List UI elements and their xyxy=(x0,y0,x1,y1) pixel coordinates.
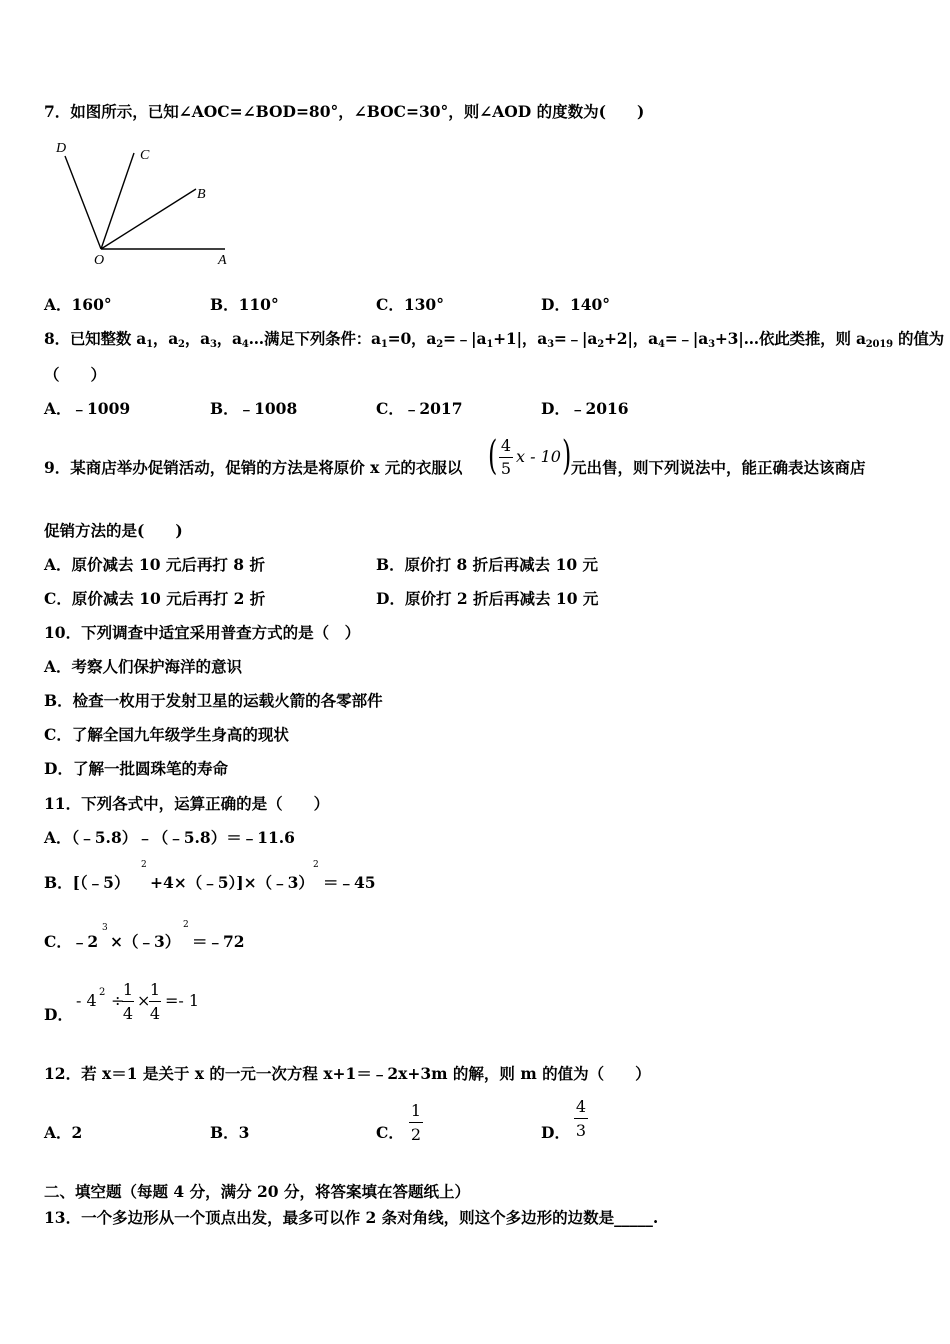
q11-option-d-expression: - 4 2 ÷ 1 4 × 1 4 =- 1 xyxy=(76,980,200,1023)
q7-text: 7．如图所示，已知∠AOC=∠BOD=80°，∠BOC=30°，则∠AOD 的度数为( ) xyxy=(44,102,645,121)
q7-option-c: C．130° xyxy=(376,295,444,314)
q13-text: 13．一个多边形从一个顶点出发，最多可以作 2 条对角线，则这个多边形的边数是_____. xyxy=(44,1208,659,1227)
label-d: D xyxy=(56,141,67,156)
ray-od xyxy=(65,156,101,249)
label-b: B xyxy=(197,187,206,202)
q7-option-a: A．160° xyxy=(44,295,112,314)
section-2-title: 二、填空题（每题 4 分，满分 20 分，将答案填在答题纸上） xyxy=(44,1182,470,1201)
q12-option-d-label: D． xyxy=(541,1123,570,1142)
q9-option-a: A．原价减去 10 元后再打 8 折 xyxy=(44,555,265,574)
q11-option-d-label: D． xyxy=(44,1005,73,1024)
q8-paren: （ ） xyxy=(44,365,107,384)
label-o: O xyxy=(94,253,105,268)
q11-option-a: A．（﹣5.8）﹣（﹣5.8）＝﹣11.6 xyxy=(44,828,295,847)
q10-option-b: B．检查一枚用于发射卫星的运载火箭的各零部件 xyxy=(44,691,383,710)
q9-text-line2: 促销方法的是( ) xyxy=(44,521,183,540)
q8-text: 8．已知整数 $a_1$，$a_2$，$a_3$，$a_4\dots$满足下列条件：$a_1=0$，$a_2=﹣|a_1+1|$，$a_3=﹣|a_2+2|$，$a_4=﹣|a_3+3|\dots$依此类推，则 $a_{2019}$ 的值为 xyxy=(44,329,944,350)
q10-text: 10．下列调查中适宜采用普查方式的是（ ） xyxy=(44,623,361,642)
q8-option-c: C．﹣2017 xyxy=(376,399,463,418)
ray-ob xyxy=(101,189,196,249)
q11-text: 11．下列各式中，运算正确的是（ ） xyxy=(44,794,330,813)
ray-oc xyxy=(101,153,134,249)
label-a: A xyxy=(218,253,227,268)
q9-expression: ( 4 5 x - 10 ) xyxy=(488,433,572,479)
q9-option-c: C．原价减去 10 元后再打 2 折 xyxy=(44,589,266,608)
q12-option-c-fraction: 1 2 xyxy=(410,1101,422,1144)
q11-option-c-part1: C．﹣2 xyxy=(44,932,99,951)
q10-option-c: C．了解全国九年级学生身高的现状 xyxy=(44,725,289,744)
q12-option-a: A．2 xyxy=(44,1123,83,1142)
q11-option-c-part3: ＝﹣72 xyxy=(192,932,245,951)
q12-text: 12．若 x＝1 是关于 x 的一元一次方程 x+1＝﹣2x+3m 的解，则 m 的值为（ ） xyxy=(44,1064,651,1083)
q11-option-b-part2: +4×（﹣5）]×（﹣3） xyxy=(150,873,314,892)
q12-option-d-fraction: 4 3 xyxy=(575,1097,587,1140)
q8-option-a: A．﹣1009 xyxy=(44,399,131,418)
label-c: C xyxy=(140,148,150,163)
q7-option-d: D．140° xyxy=(541,295,611,314)
q9-option-d: D．原价打 2 折后再减去 10 元 xyxy=(376,589,599,608)
q9-option-b: B．原价打 8 折后再减去 10 元 xyxy=(376,555,599,574)
q7-option-b: B．110° xyxy=(210,295,279,314)
q11-option-c-part2: ×（﹣3） xyxy=(110,932,181,951)
q8-option-b: B．﹣1008 xyxy=(210,399,298,418)
q10-option-d: D．了解一批圆珠笔的寿命 xyxy=(44,759,228,778)
q7-angle-figure xyxy=(50,135,240,270)
q11-option-c-sup1: 3 xyxy=(102,923,108,933)
q8-option-d: D．﹣2016 xyxy=(541,399,629,418)
q9-text-before: 9．某商店举办促销活动，促销的方法是将原价 x 元的衣服以 xyxy=(44,458,463,477)
q10-option-a: A．考察人们保护海洋的意识 xyxy=(44,657,243,676)
q11-option-b-sup2: 2 xyxy=(313,860,319,870)
q11-option-b-part3: ＝﹣45 xyxy=(323,873,376,892)
q12-option-c-label: C． xyxy=(376,1123,404,1142)
q11-option-b-part1: B．[（﹣5） xyxy=(44,873,130,892)
q11-option-c-sup2: 2 xyxy=(183,920,189,930)
q11-option-b-sup1: 2 xyxy=(141,860,147,870)
q12-option-b: B．3 xyxy=(210,1123,250,1142)
q9-text-after: 元出售，则下列说法中，能正确表达该商店 xyxy=(571,458,866,477)
